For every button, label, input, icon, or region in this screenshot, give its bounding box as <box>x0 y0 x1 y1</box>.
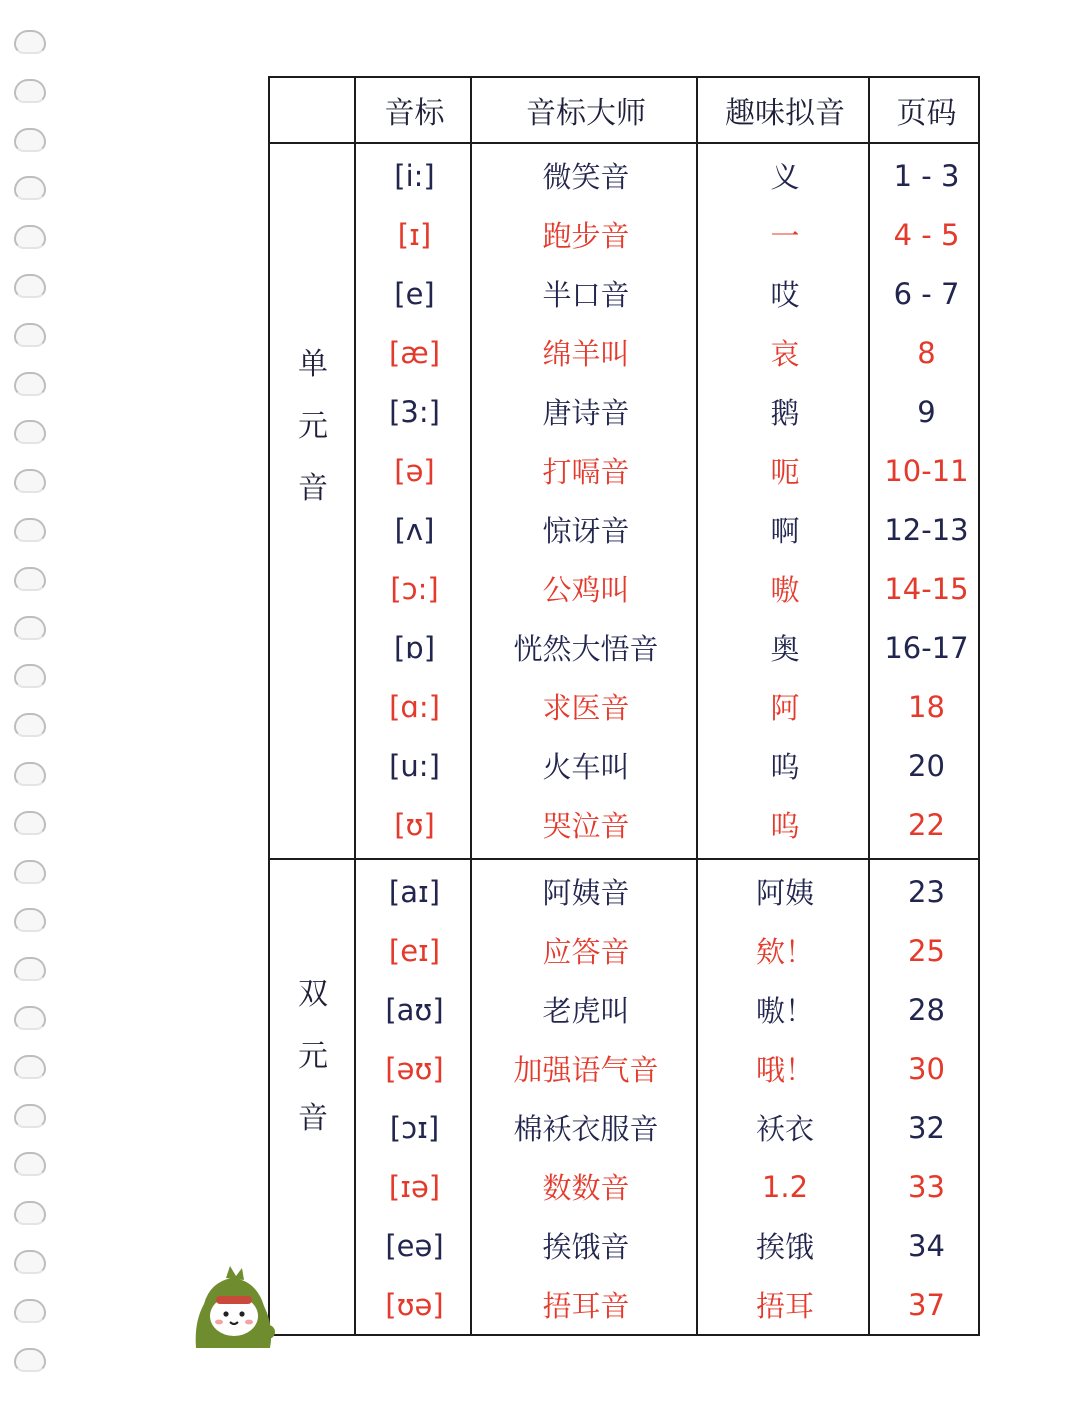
fun-sound-cell: 哦！ <box>755 1053 814 1087</box>
ipa-cell: [æ] <box>388 335 441 370</box>
page-number-cell: 18 <box>908 689 945 724</box>
fun-sound-cell: 嗷！ <box>755 994 814 1028</box>
binding-ring-icon <box>14 762 46 786</box>
fun-sound-cell: 阿 <box>770 691 800 725</box>
ipa-cell: [ʊ] <box>394 807 435 842</box>
table-row <box>356 559 982 618</box>
page-number-cell: 16-17 <box>884 630 969 665</box>
master-name-cell: 捂耳音 <box>542 1289 630 1323</box>
header-blank-cell <box>270 78 356 142</box>
fun-sound-cell: 欸！ <box>755 935 814 969</box>
binding-ring-icon <box>14 274 46 298</box>
table-row <box>356 921 982 980</box>
master-name-cell: 老虎叫 <box>542 994 630 1028</box>
binding-ring-icon <box>14 616 46 640</box>
table-row <box>356 1275 982 1334</box>
table-row <box>356 677 982 736</box>
page-number-cell: 37 <box>908 1287 945 1322</box>
table-row <box>356 618 982 677</box>
ipa-cell: [eɪ] <box>388 933 441 968</box>
ipa-cell: [aʊ] <box>385 992 444 1027</box>
group-label-char: 音 <box>298 471 328 506</box>
fun-sound-cell: 哀 <box>770 337 800 371</box>
binding-ring-icon <box>14 1348 46 1372</box>
table-row <box>356 862 982 921</box>
ipa-cell: [ɔ:] <box>390 571 439 606</box>
master-name-cell: 半口音 <box>542 278 630 312</box>
binding-ring-icon <box>14 469 46 493</box>
binding-ring-icon <box>14 79 46 103</box>
master-name-cell: 阿姨音 <box>542 876 630 910</box>
binding-ring-icon <box>14 567 46 591</box>
ipa-cell: [ɑ:] <box>389 689 440 724</box>
group-label-diphthongs <box>270 964 356 1150</box>
ipa-cell: [u:] <box>389 748 440 783</box>
fun-sound-cell: 哎 <box>770 278 800 312</box>
page-number-cell: 25 <box>908 933 945 968</box>
page-number-cell: 28 <box>908 992 945 1027</box>
page-number-cell: 32 <box>908 1110 945 1145</box>
page-number-cell: 10-11 <box>884 453 969 488</box>
binding-ring-icon <box>14 225 46 249</box>
fun-sound-cell: 啊 <box>770 514 800 548</box>
table-row <box>356 1157 982 1216</box>
ipa-cell: [ʌ] <box>394 512 435 547</box>
master-name-cell: 加强语气音 <box>513 1053 659 1087</box>
table-row <box>356 1216 982 1275</box>
page-number-cell: 4 - 5 <box>893 217 960 252</box>
master-name-cell: 跑步音 <box>542 219 630 253</box>
table-row <box>356 1039 982 1098</box>
group-label-char: 双 <box>298 977 328 1012</box>
binding-ring-icon <box>14 1152 46 1176</box>
page-number-cell: 12-13 <box>884 512 969 547</box>
binding-ring-icon <box>14 420 46 444</box>
page-number-cell: 30 <box>908 1051 945 1086</box>
group-label-char: 元 <box>298 1039 328 1074</box>
fun-sound-cell: 呃 <box>770 455 800 489</box>
group-divider <box>270 858 978 860</box>
page-number-cell: 20 <box>908 748 945 783</box>
table-row <box>356 382 982 441</box>
ipa-cell: [ɪ] <box>397 217 432 252</box>
fun-sound-cell: 呜 <box>770 750 800 784</box>
page-number-cell: 1 - 3 <box>893 158 960 193</box>
binding-ring-icon <box>14 664 46 688</box>
page-number-cell: 23 <box>908 874 945 909</box>
fun-sound-cell: 袄衣 <box>755 1112 814 1146</box>
header-fun: 趣味拟音 <box>725 96 845 131</box>
binding-ring-icon <box>14 176 46 200</box>
ipa-cell: [e] <box>394 276 435 311</box>
master-name-cell: 唐诗音 <box>542 396 630 430</box>
dinosaur-mascot-icon <box>186 1262 278 1352</box>
ipa-cell: [ɔɪ] <box>389 1110 440 1145</box>
binding-ring-icon <box>14 372 46 396</box>
header-ipa: 音标 <box>384 96 445 131</box>
master-name-cell: 火车叫 <box>542 750 630 784</box>
fun-sound-cell: 捂耳 <box>755 1289 814 1323</box>
group-label-char: 元 <box>298 409 328 444</box>
ipa-cell: [aɪ] <box>388 874 441 909</box>
master-name-cell: 微笑音 <box>542 160 630 194</box>
ipa-cell: [i:] <box>394 158 435 193</box>
fun-sound-cell: 一 <box>770 219 800 253</box>
binding-ring-icon <box>14 1104 46 1128</box>
fun-sound-cell: 鹅 <box>770 396 800 430</box>
master-name-cell: 恍然大悟音 <box>513 632 659 666</box>
table-row <box>356 441 982 500</box>
table-row <box>356 736 982 795</box>
master-name-cell: 惊讶音 <box>542 514 630 548</box>
fun-sound-cell: 呜 <box>770 809 800 843</box>
ipa-cell: [ʊə] <box>385 1287 444 1322</box>
table-row <box>356 980 982 1039</box>
ipa-cell: [3:] <box>389 394 440 429</box>
page-number-cell: 9 <box>917 394 936 429</box>
binding-ring-icon <box>14 860 46 884</box>
table-row <box>356 205 982 264</box>
binding-ring-icon <box>14 811 46 835</box>
binding-ring-icon <box>14 518 46 542</box>
table-header <box>270 78 978 144</box>
binding-ring-icon <box>14 1201 46 1225</box>
binding-ring-icon <box>14 908 46 932</box>
ipa-cell: [eə] <box>385 1228 444 1263</box>
binding-ring-icon <box>14 30 46 54</box>
page-number-cell: 34 <box>908 1228 945 1263</box>
fun-sound-cell: 嗷 <box>770 573 800 607</box>
fun-sound-cell: 1.2 <box>761 1169 809 1204</box>
ipa-cell: [ɒ] <box>393 630 436 665</box>
master-name-cell: 应答音 <box>542 935 630 969</box>
binding-ring-icon <box>14 323 46 347</box>
master-name-cell: 打嗝音 <box>542 455 630 489</box>
master-name-cell: 求医音 <box>542 691 630 725</box>
ipa-cell: [ɪə] <box>388 1169 441 1204</box>
binding-ring-icon <box>14 1055 46 1079</box>
master-name-cell: 绵羊叫 <box>542 337 630 371</box>
ipa-cell: [əʊ] <box>385 1051 444 1086</box>
table-row <box>356 264 982 323</box>
master-name-cell: 数数音 <box>542 1171 630 1205</box>
master-name-cell: 公鸡叫 <box>542 573 630 607</box>
group-label-char: 音 <box>298 1101 328 1136</box>
table-row <box>356 795 982 854</box>
page-number-cell: 33 <box>908 1169 945 1204</box>
fun-sound-cell: 奥 <box>770 632 800 666</box>
master-name-cell: 棉袄衣服音 <box>513 1112 659 1146</box>
fun-sound-cell: 挨饿 <box>755 1230 814 1264</box>
binding-ring-icon <box>14 1250 46 1274</box>
header-master: 音标大师 <box>526 96 646 131</box>
table-row <box>356 500 982 559</box>
binding-ring-icon <box>14 128 46 152</box>
table-row <box>356 1098 982 1157</box>
binding-ring-icon <box>14 1006 46 1030</box>
master-name-cell: 挨饿音 <box>542 1230 630 1264</box>
fun-sound-cell: 阿姨 <box>755 876 814 910</box>
page-number-cell: 14-15 <box>884 571 969 606</box>
page-number-cell: 8 <box>917 335 936 370</box>
binding-ring-icon <box>14 957 46 981</box>
binding-ring-icon <box>14 1299 46 1323</box>
fun-sound-cell: 义 <box>770 160 800 194</box>
header-page: 页码 <box>896 96 957 131</box>
group-label-monophthongs <box>270 334 356 520</box>
ipa-cell: [ə] <box>394 453 435 488</box>
group-label-char: 单 <box>298 347 328 382</box>
page-number-cell: 22 <box>908 807 945 842</box>
binding-ring-icon <box>14 713 46 737</box>
table-row <box>356 323 982 382</box>
page-number-cell: 6 - 7 <box>893 276 960 311</box>
master-name-cell: 哭泣音 <box>542 809 630 843</box>
table-row <box>356 146 982 205</box>
phonetics-table <box>268 76 980 1336</box>
